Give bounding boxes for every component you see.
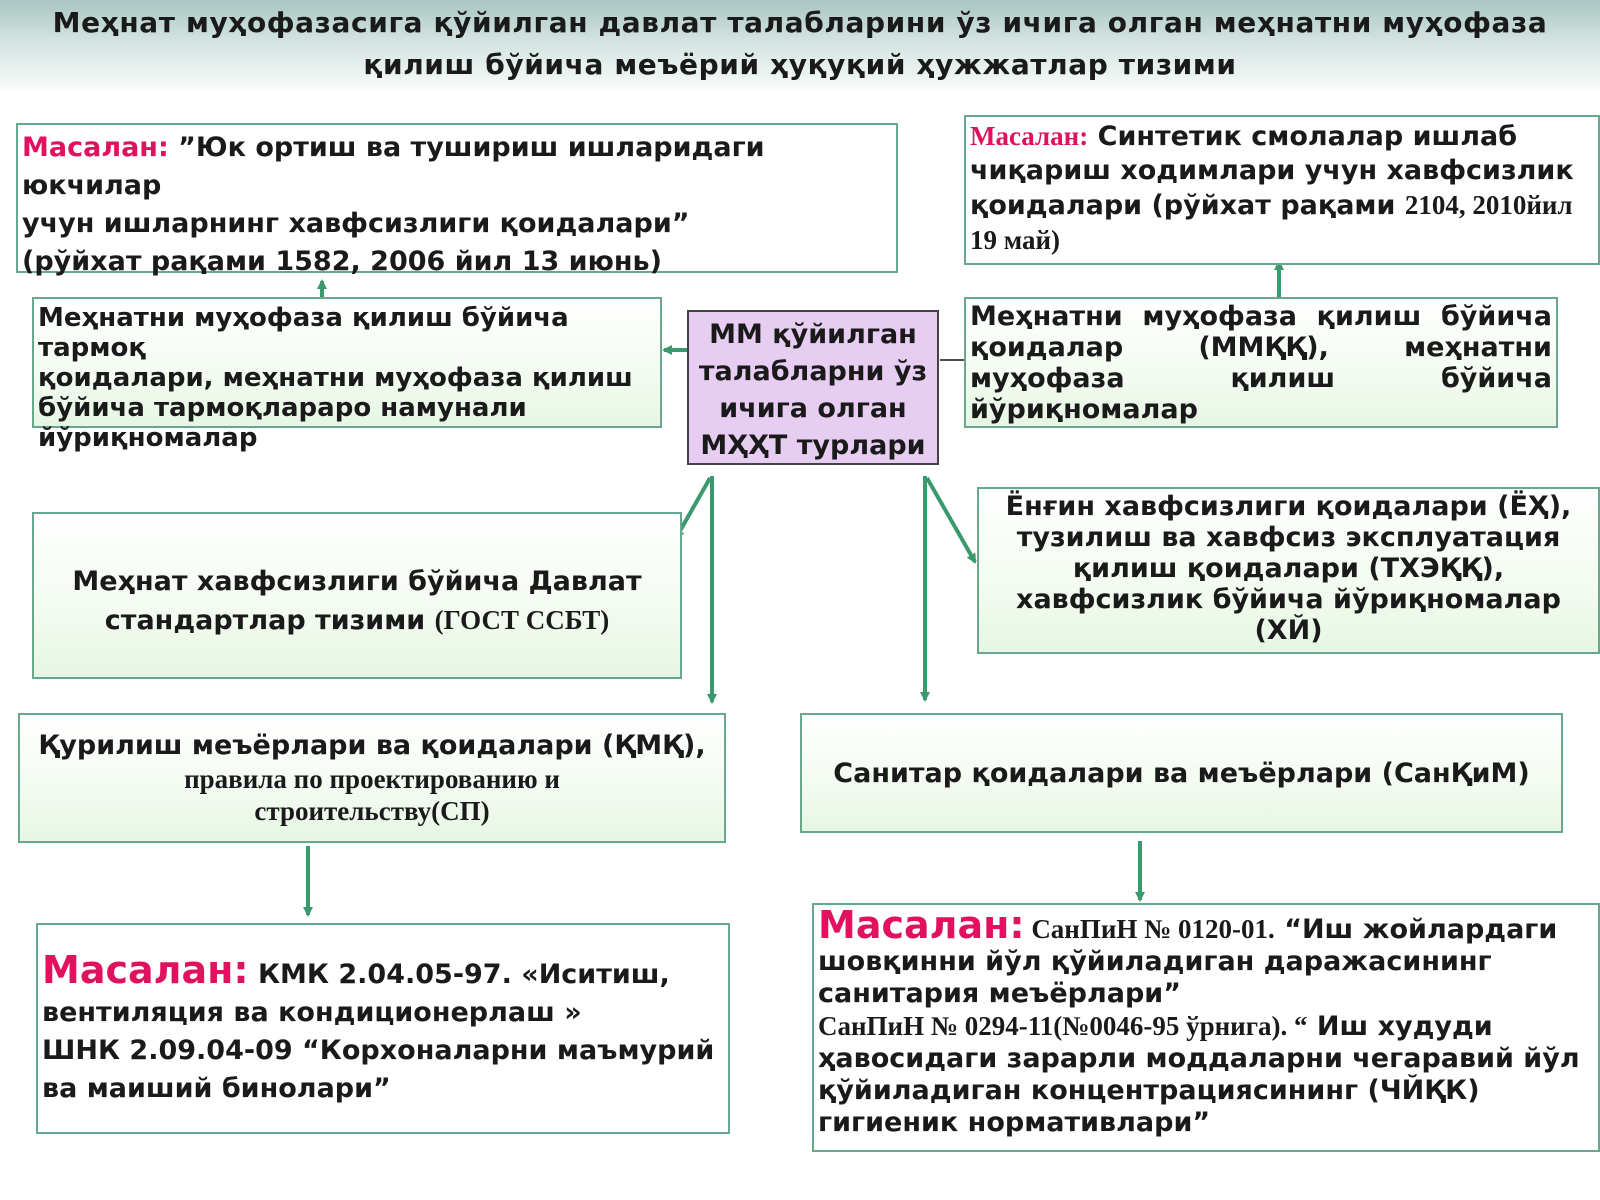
example-top-right-line3a: қоидалари (рўйхат рақами	[970, 190, 1405, 221]
page-title-line1: Меҳнат муҳофазасига қўйилган давлат талабларини ўз ичига олган меҳнатни муҳофаза	[52, 6, 1548, 39]
example-top-left-box	[16, 123, 898, 277]
box-mmqq: Меҳнатни муҳофаза қилиш бўйича қоидалар (ММҚҚ), меҳнатни муҳофаза қилиш бўйича йўриқномалар	[964, 297, 1558, 428]
example-top-left-line2: учун ишларнинг хавфсизлиги қоидалари”	[22, 208, 690, 239]
box-sector-rules: Меҳнатни муҳофаза қилиш бўйича тармоқ қоидалари, меҳнатни муҳофаза қилиш бўйича тармоқлараро намунали йўриқномалар	[32, 297, 662, 428]
example-top-right-box	[964, 115, 1600, 265]
example-top-left-line3: (рўйхат рақами 1582, 2006 йил 13 июнь)	[22, 246, 662, 277]
arrow-center-to-fire	[927, 478, 975, 562]
page-title-line2: қилиш бўйича меъёрий ҳуқуқий ҳужжатлар тизими	[363, 48, 1237, 81]
example-bottom-left-box: Масалан: КМК 2.04.05-97. «Иситиш, вентиляция ва кондиционерлаш » ШНК 2.09.04-09 “Корхоналарни маъмурий ва маиший бинолари”	[36, 923, 730, 1134]
box-kmk: Қурилиш меъёрлари ва қоидалари (ҚМҚ), правила по проектированию и строительству(СП)	[18, 713, 726, 843]
example-top-left-line1: ”Юк ортиш ва тушириш ишларидаги юкчилар	[22, 132, 765, 201]
example-label: Масалан:	[22, 132, 169, 163]
example-label: Масалан:	[42, 948, 249, 992]
box-fire-safety: Ёнғин хавфсизлиги қоидалари (ЁҲ), тузилиш ва хавфсиз эксплуатация қилиш қоидалари (ТХЭҚҚ), хавфсизлик бўйича йўриқномалар (ХЙ)	[977, 487, 1600, 654]
example-top-right-line3b: 2104, 2010йил	[1404, 190, 1573, 220]
example-bottom-right-box: Масалан: СанПиН № 0120-01. “Иш жойлардаги шовқинни йўл қўйиладиган даражасининг санитария меъёрлари” СанПиН № 0294-11(№0046-95 ўрнига). “ Иш худуди ҳавосидаги зарарли моддаларни чегаравий йўл қўйиладиган концентрациясининг (ЧЙҚК) гигиеник нормативлари”	[812, 903, 1600, 1152]
center-box: ММ қўйилган талабларни ўз ичига олган МҲҲТ турлари	[687, 310, 939, 465]
box-sanqim: Санитар қоидалари ва меъёрлари (СанҚиМ)	[800, 713, 1563, 833]
example-label: Масалан:	[970, 121, 1089, 151]
example-label: Масалан:	[818, 903, 1025, 947]
example-top-right-line4: 19 май)	[970, 225, 1061, 255]
example-top-right-line2: чиқариш ходимлари учун хавфсизлик	[970, 155, 1574, 186]
box-gost: Меҳнат хавфсизлиги бўйича Давлат стандартлар тизими (ГОСТ ССБТ)	[32, 512, 682, 679]
example-top-right-line1: Синтетик смолалар ишлаб	[1097, 121, 1518, 152]
